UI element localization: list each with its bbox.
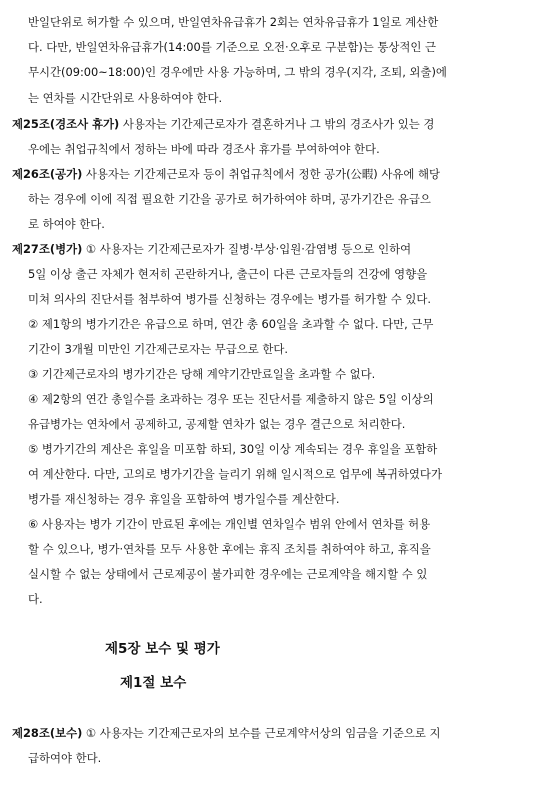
article-28-title: 제28조(보수)	[12, 726, 83, 740]
article-25-first-line	[12, 116, 434, 132]
article-27-title: 제27조(병가)	[12, 242, 83, 256]
text-line: ④ 제2항의 연간 총일수를 초과하는 경우 또는 진단서를 제출하지 않은 5일 이상의	[28, 392, 434, 406]
article-26-text: 사용자는 기간제근로자 등이 취업규칙에서 정한 공가(公暇) 사유에 해당	[82, 167, 441, 181]
article-28-text: ① 사용자는 기간제근로자의 보수를 근로계약서상의 임금을 기준으로 지	[82, 726, 441, 740]
section-heading: 제1절 보수	[120, 675, 187, 691]
text-line: ③ 기간제근로자의 병가기간은 당해 계약기간만료일을 초과할 수 없다.	[28, 367, 376, 381]
text-line: 할 수 있으나, 병가·연차를 모두 사용한 후에는 휴직 조치를 취하여야 하고, 휴직을	[28, 542, 431, 556]
article-27-first-line	[12, 241, 411, 257]
text-line: ⑤ 병가기간의 계산은 휴일을 미포함 하되, 30일 이상 계속되는 경우 휴일을 포함하	[28, 442, 438, 456]
text-line: 반일단위로 허가할 수 있으며, 반일연차유급휴가 2회는 연차유급휴가 1일로 계산한	[28, 15, 439, 29]
article-25-text: 사용자는 기간제근로자가 결혼하거나 그 밖의 경조사가 있는 경	[119, 117, 435, 131]
text-line: 기간이 3개월 미만인 기간제근로자는 무급으로 한다.	[28, 342, 289, 356]
text-line: 5일 이상 출근 자체가 현저히 곤란하거나, 출근이 다른 근로자들의 건강에 영향을	[28, 267, 428, 281]
article-25-title: 제25조(경조사 휴가)	[12, 117, 120, 131]
text-line: 여 계산한다. 다만, 고의로 병가기간을 늘리기 위해 일시적으로 업무에 복귀하였다가	[28, 467, 442, 481]
text-line: ⑥ 사용자는 병가 기간이 만료된 후에는 개인별 연차일수 범위 안에서 연차를 허용	[28, 517, 431, 531]
chapter-heading: 제5장 보수 및 평가	[105, 641, 220, 657]
text-line: 우에는 취업규칙에서 정하는 바에 따라 경조사 휴가를 부여하여야 한다.	[28, 142, 380, 156]
article-27-text: ① 사용자는 기간제근로자가 질병·부상·입원·감염병 등으로 인하여	[82, 242, 412, 256]
text-line: 하는 경우에 이에 직접 필요한 기간을 공가로 허가하여야 하며, 공가기간은 유급으	[28, 192, 431, 206]
text-line: ② 제1항의 병가기간은 유급으로 하며, 연간 총 60일을 초과할 수 없다. 다만, 근무	[28, 317, 434, 331]
text-line: 다. 다만, 반일연차유급휴가(14:00를 기준으로 오전·오후로 구분함)는 통상적인 근	[28, 40, 437, 54]
text-line: 미쳐 의사의 진단서를 첨부하여 병가를 신청하는 경우에는 병가를 허가할 수 있다.	[28, 292, 431, 306]
article-26-first-line	[12, 166, 440, 182]
text-line: 유급병가는 연차에서 공제하고, 공제할 연차가 없는 경우 결근으로 처리한다.	[28, 417, 406, 431]
text-line: 실시할 수 없는 상태에서 근로제공이 불가피한 경우에는 근로계약을 해지할 수 있	[28, 567, 428, 581]
text-line: 로 하여야 한다.	[28, 217, 105, 231]
text-line: 는 연차를 시간단위로 사용하여야 한다.	[28, 91, 223, 105]
text-line: 무시간(09:00~18:00)인 경우에만 사용 가능하며, 그 밖의 경우(지각, 조퇴, 외출)에	[28, 65, 447, 79]
text-line: 급하여야 한다.	[28, 751, 102, 765]
article-28-first-line	[12, 725, 441, 741]
text-line: 병가를 재신청하는 경우 휴일을 포함하여 병가일수를 계산한다.	[28, 492, 340, 506]
article-26-title: 제26조(공가)	[12, 167, 83, 181]
text-line: 다.	[28, 592, 43, 606]
